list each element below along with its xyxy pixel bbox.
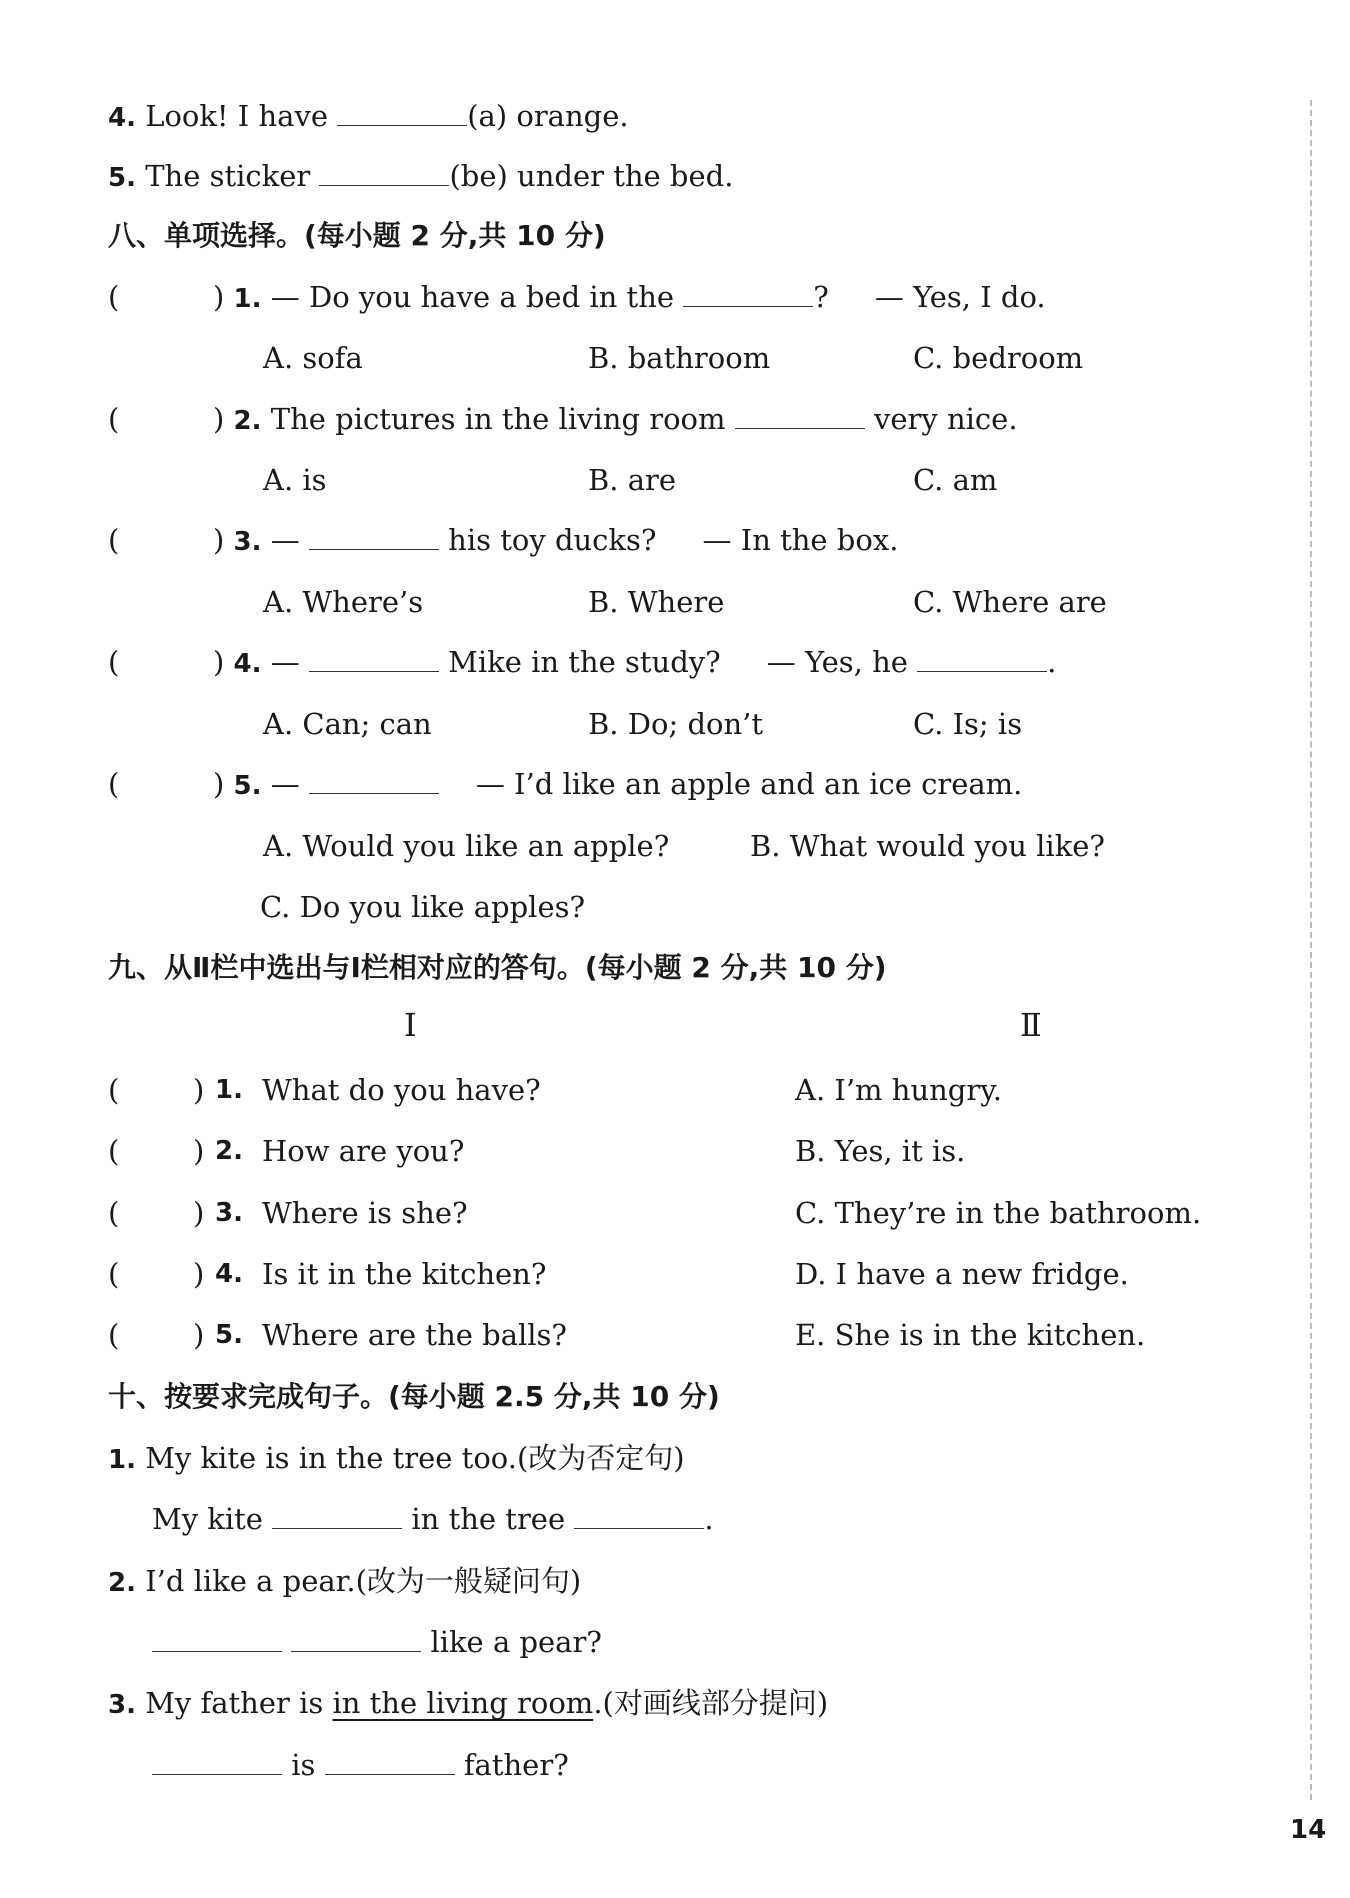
page-number: 14 [1290,1815,1327,1845]
mc-question-1: ( ) 1. — Do you have a bed in the ? — Yes, I do. [108,275,1046,319]
answer-blank[interactable] [152,1746,282,1775]
mc-options-1: A. sofa B. bathroom C. bedroom [263,341,1084,375]
fill-item-4: 4. Look! I have (a) orange. [108,99,629,133]
match-row-2: ( ) 2. How are you? B. Yes, it is. [0,1129,1350,1173]
answer-paren[interactable]: ( [108,767,120,801]
answer-blank[interactable] [319,157,449,186]
mc-question-3: ( ) 3. — his toy ducks? — In the box. [108,518,898,562]
answer-blank[interactable] [152,1623,282,1652]
answer-paren[interactable]: ( ) [108,1318,205,1352]
mc-options-4: A. Can; can B. Do; don’t C. Is; is [263,707,1023,741]
answer-paren[interactable]: ( [108,645,120,679]
answer-blank[interactable] [337,97,467,126]
mc-options-5-row1: A. Would you like an apple? B. What would you like? [263,829,1105,863]
answer-paren[interactable]: ( ) [108,1073,205,1107]
mc-question-5: ( ) 5. — — I’d like an apple and an ice cream. [108,762,1022,806]
column-2-header: Ⅱ [1020,1006,1042,1044]
answer-blank[interactable] [309,521,439,550]
answer-blank[interactable] [309,643,439,672]
answer-paren[interactable]: ( ) [108,1257,205,1291]
answer-paren[interactable]: ( [108,402,120,436]
rewrite-item-1: 1. My kite is in the tree too.(改为否定句) [108,1441,685,1475]
answer-blank[interactable] [325,1746,455,1775]
section-8-heading: 八、单项选择。(每小题 2 分,共 10 分) [108,219,606,252]
answer-paren[interactable]: ( [108,280,120,314]
match-row-5: ( ) 5. Where are the balls? E. She is in the kitchen. [0,1313,1350,1357]
answer-blank[interactable] [574,1500,704,1529]
mc-options-2: A. is B. are C. am [263,463,998,497]
answer-paren[interactable]: ( ) [108,1134,205,1168]
match-row-4: ( ) 4. Is it in the kitchen? D. I have a new fridge. [0,1252,1350,1296]
mc-question-2: ( ) 2. The pictures in the living room very nice. [108,397,1018,441]
answer-blank[interactable] [291,1623,421,1652]
section-9-heading: 九、从Ⅱ栏中选出与Ⅰ栏相对应的答句。(每小题 2 分,共 10 分) [108,951,887,984]
rewrite-item-3: 3. My father is in the living room.(对画线部分提问) [108,1686,829,1720]
answer-blank[interactable] [683,278,813,307]
rewrite-answer-1: My kite in the tree . [152,1502,714,1536]
answer-blank[interactable] [309,765,439,794]
column-1-header: Ⅰ [404,1006,417,1044]
answer-blank[interactable] [272,1500,402,1529]
binding-margin-line [1310,100,1312,1800]
answer-paren[interactable]: ( [108,523,120,557]
answer-paren[interactable]: ( ) [108,1196,205,1230]
mc-options-5-row2: C. Do you like apples? [260,890,586,924]
mc-question-4: ( ) 4. — Mike in the study? — Yes, he . [108,640,1056,684]
mc-options-3: A. Where’s B. Where C. Where are [263,585,1107,619]
match-row-3: ( ) 3. Where is she? C. They’re in the bathroom. [0,1191,1350,1235]
answer-blank[interactable] [735,400,865,429]
answer-blank[interactable] [917,643,1047,672]
rewrite-answer-3: is father? [152,1743,569,1787]
section-10-heading: 十、按要求完成句子。(每小题 2.5 分,共 10 分) [108,1380,720,1413]
fill-item-5: 5. The sticker (be) under the bed. [108,159,734,193]
rewrite-item-2: 2. I’d like a pear.(改为一般疑问句) [108,1564,582,1598]
underlined-phrase: in the living room [332,1686,594,1720]
rewrite-answer-2: like a pear? [152,1620,602,1664]
match-row-1: ( ) 1. What do you have? A. I’m hungry. [0,1068,1350,1112]
